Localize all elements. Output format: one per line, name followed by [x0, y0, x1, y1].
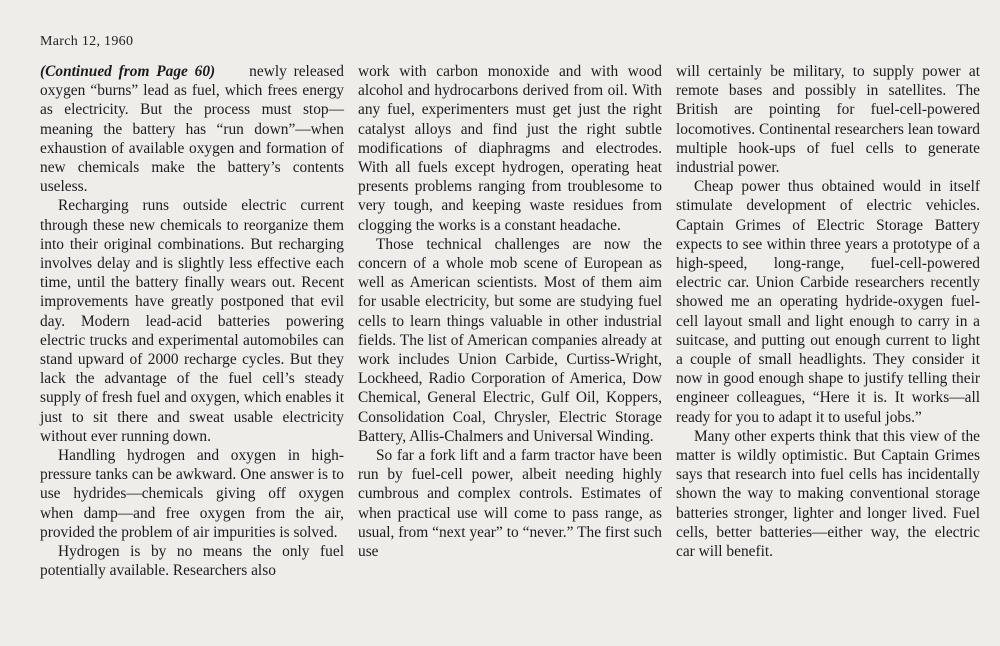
- paragraph: Recharging runs outside electric current through these new chemicals to reorganize them into their original combinations. But recharging involves delay and is slightly less effective each time, until the battery finally wears out. Recent improvements have greatly postponed that evil day. Modern lead-acid batteries powering electric trucks and experimental automobiles can stand upward of 2000 recharge cycles. But they lack the advantage of the fuel cell’s steady supply of fresh fuel and oxygen, which enables it just to sit there and sweat usable electricity without ever running down.: [40, 197, 344, 445]
- column-2: [358, 62, 662, 561]
- paragraph: Cheap power thus obtained would in itself stimulate development of electric vehicles. Captain Grimes of Electric Storage Battery expects to see within three years a prototype of a high-speed, long-range, fuel-cell-powered electric car. Union Carbide researchers recently showed me an operating hydride-oxygen fuel-cell layout small and light enough to carry in a suitcase, and putting out enough current to light a couple of small headlights. They consider it now in good enough shape to justify telling their engineer colleagues, “Here it is. It works—all ready for you to adapt it to useful jobs.”: [676, 178, 980, 426]
- column-3: [676, 62, 980, 561]
- paragraph-text: newly released oxygen “burns” lead as fuel, which frees energy as electricity. But the process must stop—meaning the battery has “run down”—when exhaustion of available oxygen and formation of new chemicals make the battery’s contents useless.: [40, 63, 344, 196]
- paragraph: Many other experts think that this view of the matter is wildly optimistic. But Captain Grimes says that research into fuel cells has incidentally shown the way to making conventional storage batteries stronger, lighter and longer lived. Fuel cells, better batteries—either way, the electric car will benefit.: [676, 427, 980, 561]
- paragraph: Those technical challenges are now the concern of a whole mob scene of European as well as American scientists. Most of them aim for usable electricity, but some are studying fuel cells to learn things valuable in other industrial fields. The list of American companies already at work includes Union Carbide, Curtiss-Wright, Lockheed, Radio Corporation of America, Dow Chemical, General Electric, Gulf Oil, Koppers, Consolidation Coal, Chrysler, Electric Storage Battery, Allis-Chalmers and Universal Winding.: [358, 235, 662, 445]
- paragraph: Handling hydrogen and oxygen in high-pressure tanks can be awkward. One answer is to use hydrides—chemicals giving off oxygen when damp—and free oxygen from the air, provided the problem of air impurities is solved.: [40, 447, 344, 541]
- paragraph: work with carbon monoxide and with wood alcohol and hydrocarbons derived from oil. With any fuel, experimenters must get just the right catalyst alloys and find just the right subtle modifications of diaphragms and electrodes. With all fuels except hydrogen, operating heat presents problems ranging from troublesome to very tough, and keeping waste residues from clogging the works is a constant headache.: [358, 63, 662, 234]
- paragraph: So far a fork lift and a farm tractor have been run by fuel-cell power, albeit needing highly cumbrous and complex controls. Estimates of when practical use will come to pass range, as usual, from “next year” to “never.” The first such use: [358, 447, 662, 561]
- paragraph: Hydrogen is by no means the only fuel potentially available. Researchers also: [40, 543, 344, 580]
- dateline: March 12, 1960: [40, 34, 134, 49]
- column-1: [40, 62, 344, 580]
- paragraph: will certainly be military, to supply power at remote bases and possibly in satellites. The British are pointing for fuel-cell-powered locomotives. Continental researchers lean toward multiple hook-ups of fuel cells to generate industrial power.: [676, 63, 980, 177]
- paragraph: [40, 62, 344, 196]
- continuation-note: (Continued from Page 60): [40, 63, 216, 80]
